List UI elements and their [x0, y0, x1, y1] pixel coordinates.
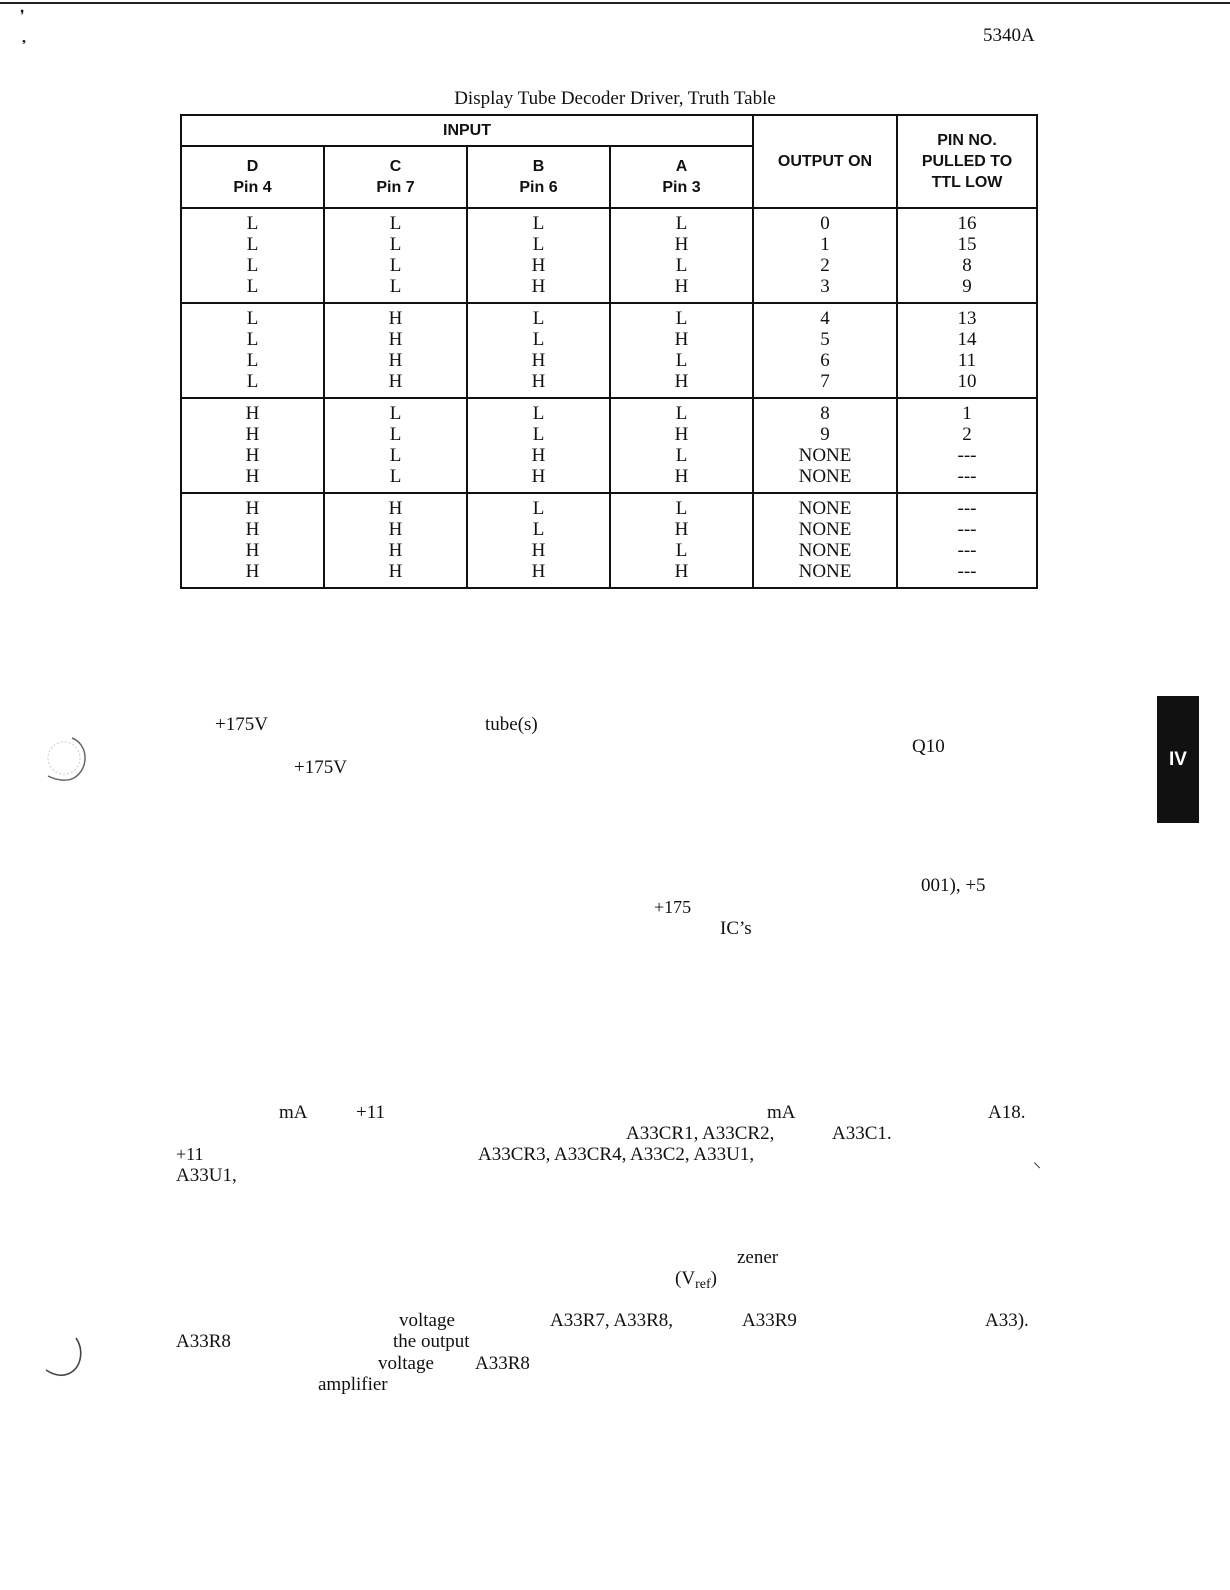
scan-mark: ⸜: [1033, 1154, 1042, 1171]
cell-b: L L H H: [467, 398, 610, 493]
cell-b: L L H H: [467, 208, 610, 303]
text-fragment: A33CR1, A33CR2,: [626, 1123, 775, 1144]
text-fragment: mA: [279, 1102, 308, 1123]
cell-a: L H L H: [610, 208, 753, 303]
text-fragment: 001), +5: [921, 875, 986, 896]
text-fragment: A33R9: [742, 1310, 797, 1331]
cell-c: H H H H: [324, 493, 467, 588]
scan-mark: ❟: [22, 34, 26, 45]
cell-pin: 16 15 8 9: [897, 208, 1037, 303]
table-row-group-3: [181, 398, 1037, 493]
binder-hole-mark: [42, 1334, 90, 1380]
text-fragment: the output: [393, 1331, 470, 1352]
cell-pin: --- --- --- ---: [897, 493, 1037, 588]
top-rule: [0, 2, 1230, 4]
table-row-group-2: [181, 303, 1037, 398]
text-fragment: A33C1.: [832, 1123, 892, 1144]
text-fragment: mA: [767, 1102, 796, 1123]
text-fragment: A33U1,: [176, 1165, 237, 1186]
text-fragment: voltage: [378, 1353, 434, 1374]
text-fragment: voltage: [399, 1310, 455, 1331]
cell-d: H H H H: [181, 493, 324, 588]
text-fragment: zener: [737, 1247, 779, 1268]
text-fragment: A33R8: [176, 1331, 231, 1352]
cell-pin: 13 14 11 10: [897, 303, 1037, 398]
column-header-b: B Pin 6: [467, 146, 610, 208]
cell-a: L H L H: [610, 303, 753, 398]
table-caption: Display Tube Decoder Driver, Truth Table: [454, 88, 776, 109]
cell-d: H H H H: [181, 398, 324, 493]
column-header-c: C Pin 7: [324, 146, 467, 208]
text-fragment: +175: [654, 897, 692, 917]
cell-c: L L L L: [324, 208, 467, 303]
binder-hole-mark: [38, 732, 94, 784]
section-tab: IV: [1157, 696, 1199, 823]
cell-output: 4 5 6 7: [753, 303, 897, 398]
text-fragment: +175V: [215, 714, 268, 735]
output-header: OUTPUT ON: [753, 115, 897, 208]
pin-header: PIN NO. PULLED TO TTL LOW: [897, 115, 1037, 208]
text-fragment: A33).: [985, 1310, 1029, 1331]
text-fragment: +11: [176, 1144, 204, 1164]
cell-output: NONE NONE NONE NONE: [753, 493, 897, 588]
table-row-group-1: [181, 208, 1037, 303]
cell-output: 0 1 2 3: [753, 208, 897, 303]
vref-label: $(V_{ref})$: [675, 1268, 717, 1292]
cell-output: 8 9 NONE NONE: [753, 398, 897, 493]
truth-table: [180, 114, 1038, 589]
text-fragment: A33CR3, A33CR4, A33C2, A33U1,: [478, 1144, 755, 1165]
cell-d: L L L L: [181, 303, 324, 398]
model-number: 5340A: [983, 25, 1035, 46]
text-fragment: tube(s): [485, 714, 538, 735]
text-fragment: A18.: [988, 1102, 1026, 1123]
input-header: INPUT: [181, 115, 753, 146]
scan-mark: ❜: [20, 9, 25, 24]
cell-b: L L H H: [467, 493, 610, 588]
cell-b: L L H H: [467, 303, 610, 398]
text-fragment: Q10: [912, 736, 945, 757]
text-fragment: amplifier: [318, 1374, 388, 1395]
column-header-a: A Pin 3: [610, 146, 753, 208]
text-fragment: +175V: [294, 757, 347, 778]
text-fragment: IC’s: [720, 918, 752, 939]
column-header-d: D Pin 4: [181, 146, 324, 208]
cell-d: L L L L: [181, 208, 324, 303]
text-fragment: A33R7, A33R8,: [550, 1310, 673, 1331]
table-row-group-4: [181, 493, 1037, 588]
cell-pin: 1 2 --- ---: [897, 398, 1037, 493]
text-fragment: A33R8: [475, 1353, 530, 1374]
cell-c: L L L L: [324, 398, 467, 493]
cell-a: L H L H: [610, 398, 753, 493]
text-fragment: +11: [356, 1102, 386, 1123]
cell-a: L H L H: [610, 493, 753, 588]
cell-c: H H H H: [324, 303, 467, 398]
